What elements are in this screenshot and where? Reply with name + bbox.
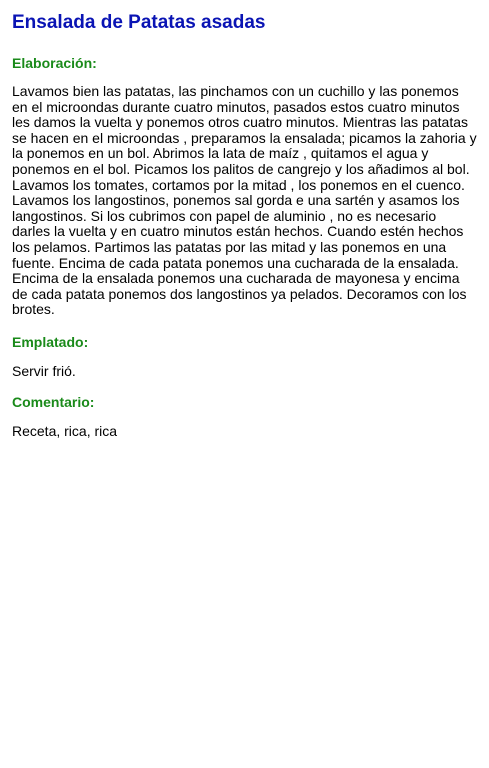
section-heading-comentario: Comentario: [12, 393, 95, 410]
comentario-text: Receta, rica, rica [12, 422, 118, 439]
emplatado-text: Servir frió. [12, 362, 76, 379]
elaboracion-text: Lavamos bien las patatas, las pinchamos con un cuchillo y las ponemos en el microondas durante cuatro minutos, pasados estos cuatro minutos les damos la vuelta y ponemos otros cuatro minutos. Mientras las patatas se hacen en el microondas , preparamos la ensalada; picamos la zahoria y la ponemos en un bol. Abrimos la lata de maíz , quitamos el agua y ponemos en el bol. Picamos los palitos de cangrejo y los añadimos al bol. Lavamos los tomates, cortamos por la mitad , los ponemos en el cuenco. Lavamos los langostinos, ponemos sal gorda e una sartén y asamos los langostinos. Si los cubrimos con papel de aluminio , no es necesario darles la vuelta y en cuatro minutos están hechos. Cuando estén hechos los pelamos. Partimos las patatas por las mitad y las ponemos en una fuente. Encima de cada patata ponemos una cucharada de la ensalada. Encima de la ensalada ponemos una cucharada de mayonesa y encima de cada patata ponemos dos langostinos ya pelados. Decoramos con los brotes. [12, 83, 477, 318]
section-heading-emplatado: Emplatado: [12, 333, 89, 350]
section-heading-elaboracion: Elaboración: [12, 55, 97, 71]
page-title: Ensalada de Patatas asadas [12, 12, 266, 33]
